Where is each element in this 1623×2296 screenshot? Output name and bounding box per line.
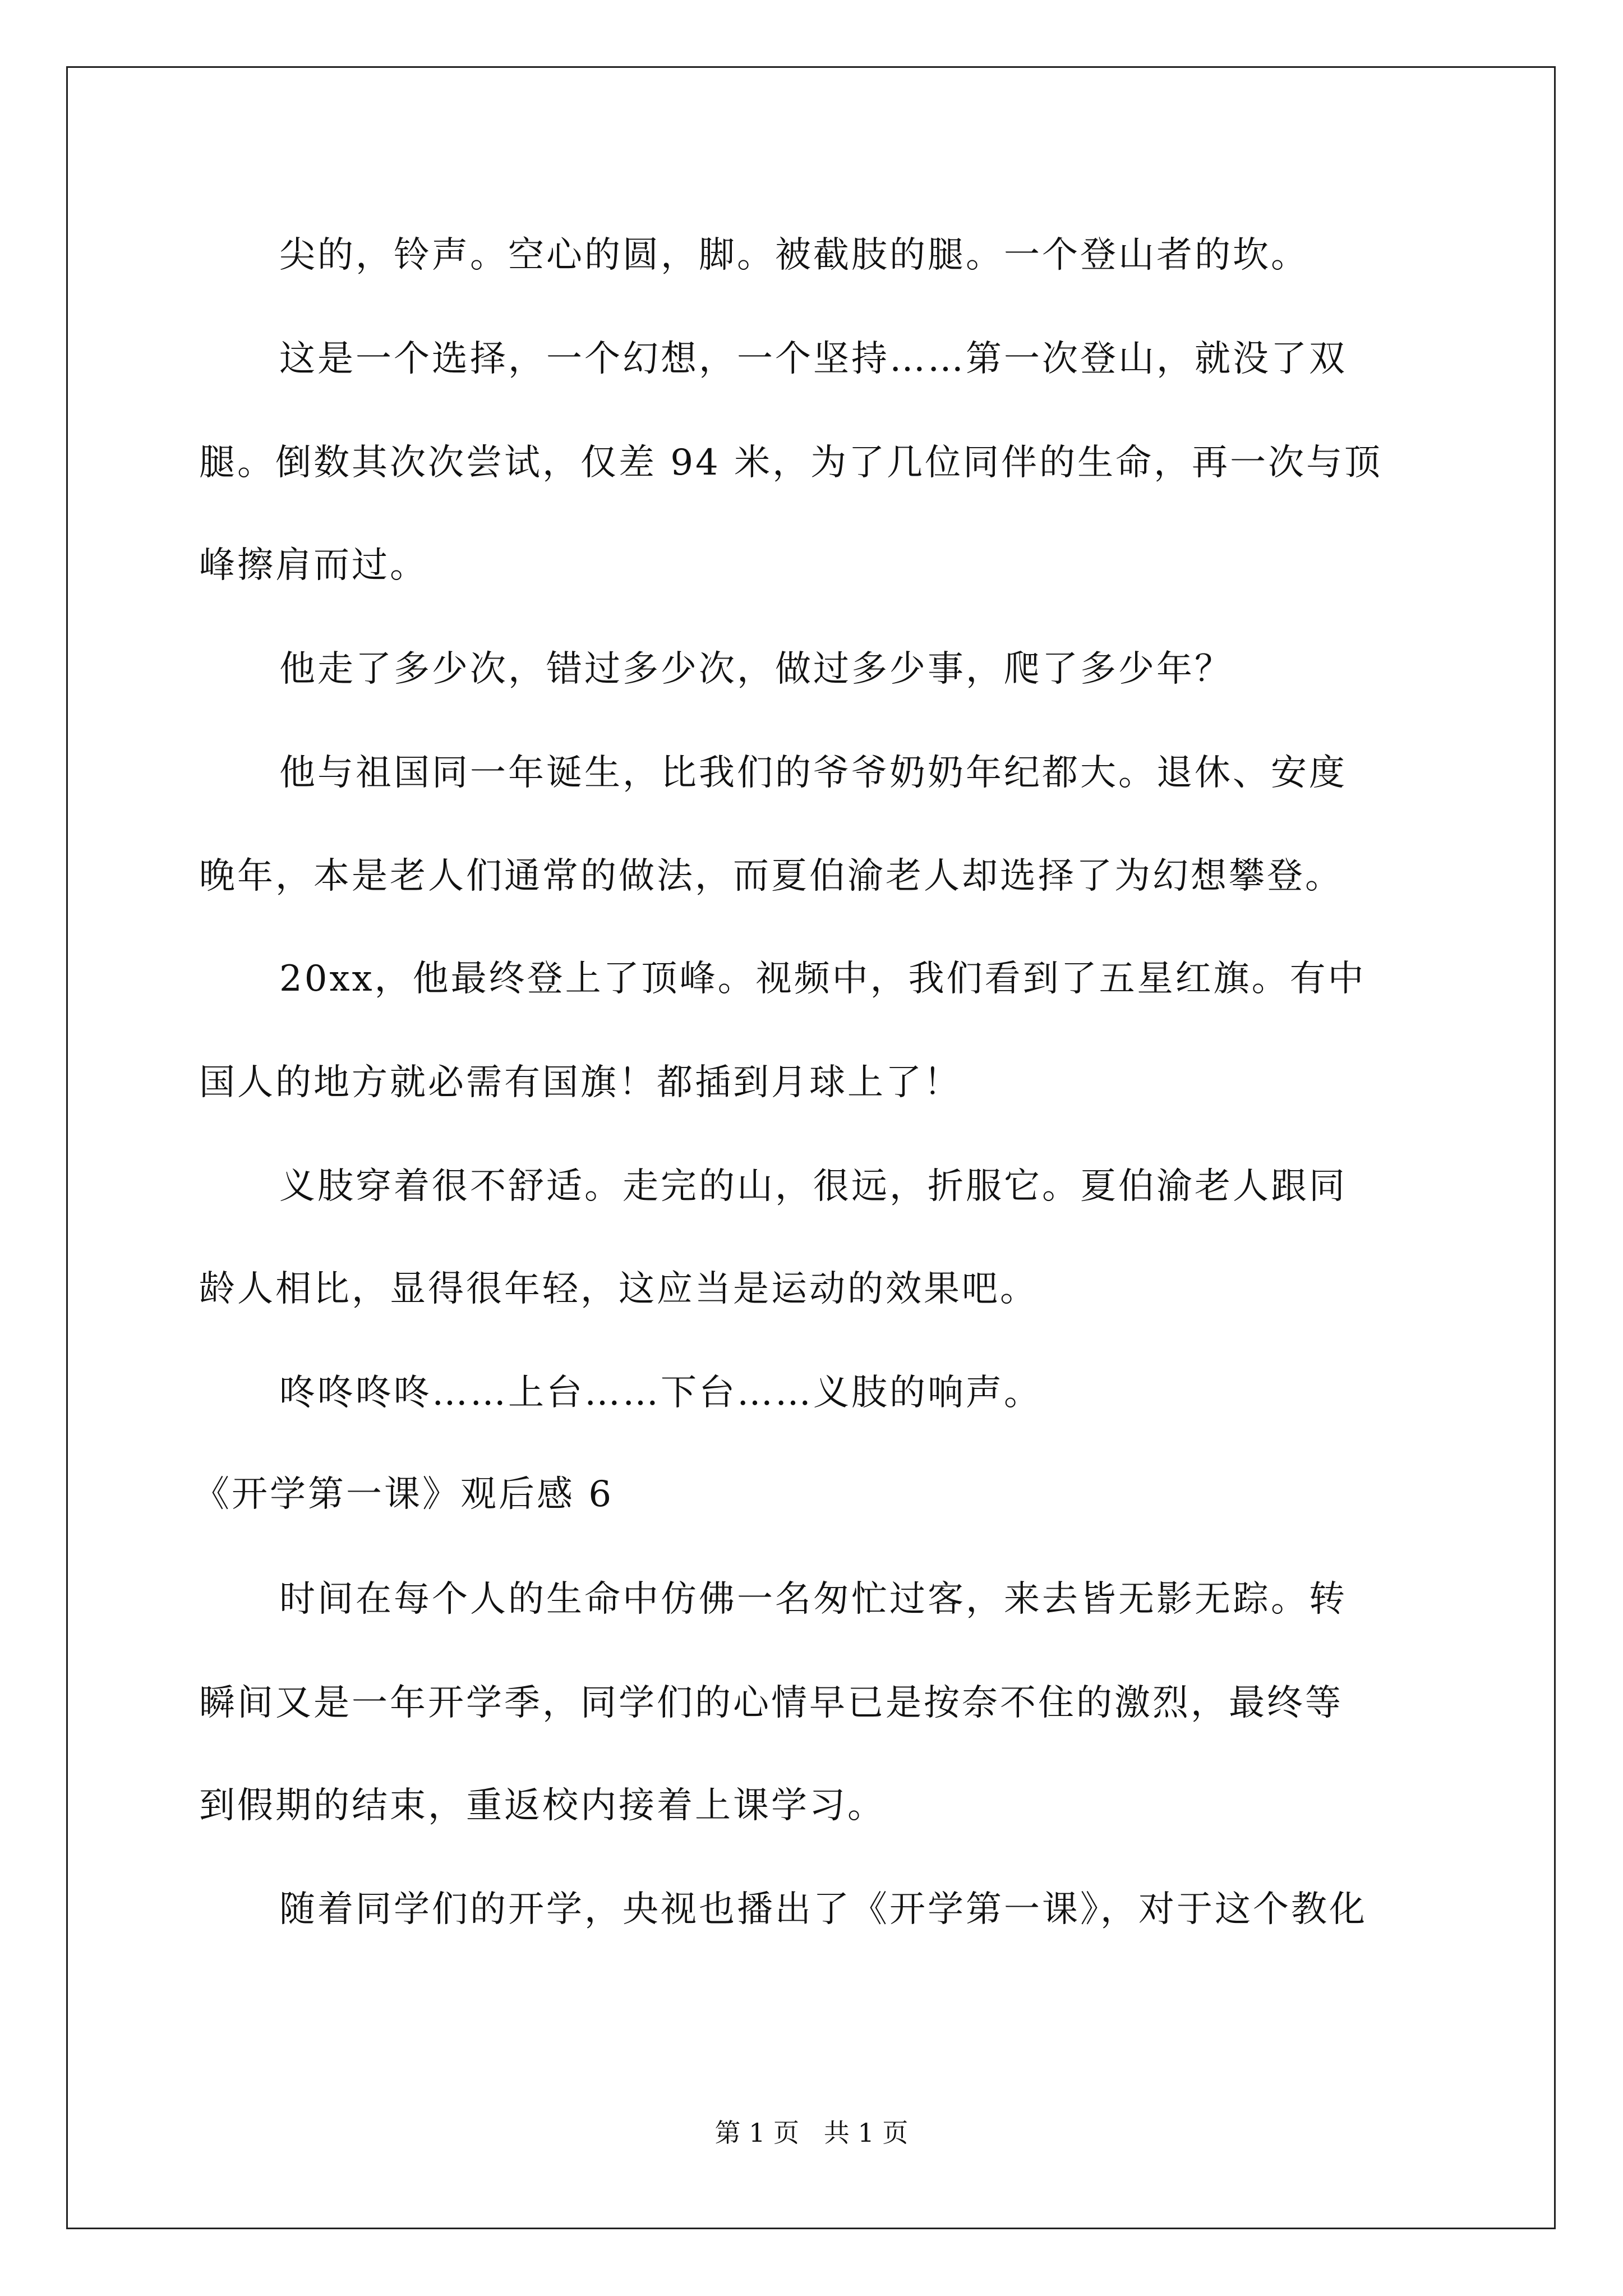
paragraph-line: 峰擦肩而过。 — [199, 545, 428, 586]
paragraph-line: 到假期的结束，重返校内接着上课学习。 — [199, 1785, 886, 1826]
paragraph-line: 他与祖国同一年诞生，比我们的爷爷奶奶年纪都大。退休、安度 — [279, 752, 1347, 794]
paragraph-line: 随着同学们的开学，央视也播出了《开学第一课》，对于这个教化 — [279, 1889, 1367, 1930]
paragraph-line: 这是一个选择，一个幻想，一个坚持……第一次登山，就没了双 — [279, 338, 1347, 380]
section-title: 《开学第一课》观后感 6 — [193, 1474, 614, 1515]
paragraph-line: 国人的地方就必需有国旗！都插到月球上了！ — [199, 1062, 962, 1103]
paragraph-line: 尖的，铃声。空心的圆，脚。被截肢的腿。一个登山者的坎。 — [279, 234, 1309, 276]
paragraph-line: 龄人相比，显得很年轻，这应当是运动的效果吧。 — [199, 1268, 1038, 1310]
paragraph-line: 腿。倒数其次次尝试，仅差 94 米，为了几位同伴的生命，再一次与顶 — [199, 442, 1383, 484]
paragraph-line: 瞬间又是一年开学季，同学们的心情早已是按奈不住的激烈，最终等 — [199, 1682, 1343, 1724]
paragraph-line: 晚年，本是老人们通常的做法，而夏伯渝老人却选择了为幻想攀登。 — [199, 855, 1343, 897]
paragraph-line: 20xx，他最终登上了顶峰。视频中，我们看到了五星红旗。有中 — [279, 958, 1366, 1000]
paragraph-line: 咚咚咚咚……上台……下台……义肢的响声。 — [279, 1372, 1042, 1414]
paragraph-line: 时间在每个人的生命中仿佛一名匆忙过客，来去皆无影无踪。转 — [279, 1579, 1347, 1620]
page-footer: 第 1 页 共 1 页 — [714, 2118, 909, 2148]
paragraph-line: 他走了多少次，错过多少次，做过多少事，爬了多少年？ — [279, 648, 1233, 690]
paragraph-line: 义肢穿着很不舒适。走完的山，很远，折服它。夏伯渝老人跟同 — [279, 1166, 1347, 1207]
